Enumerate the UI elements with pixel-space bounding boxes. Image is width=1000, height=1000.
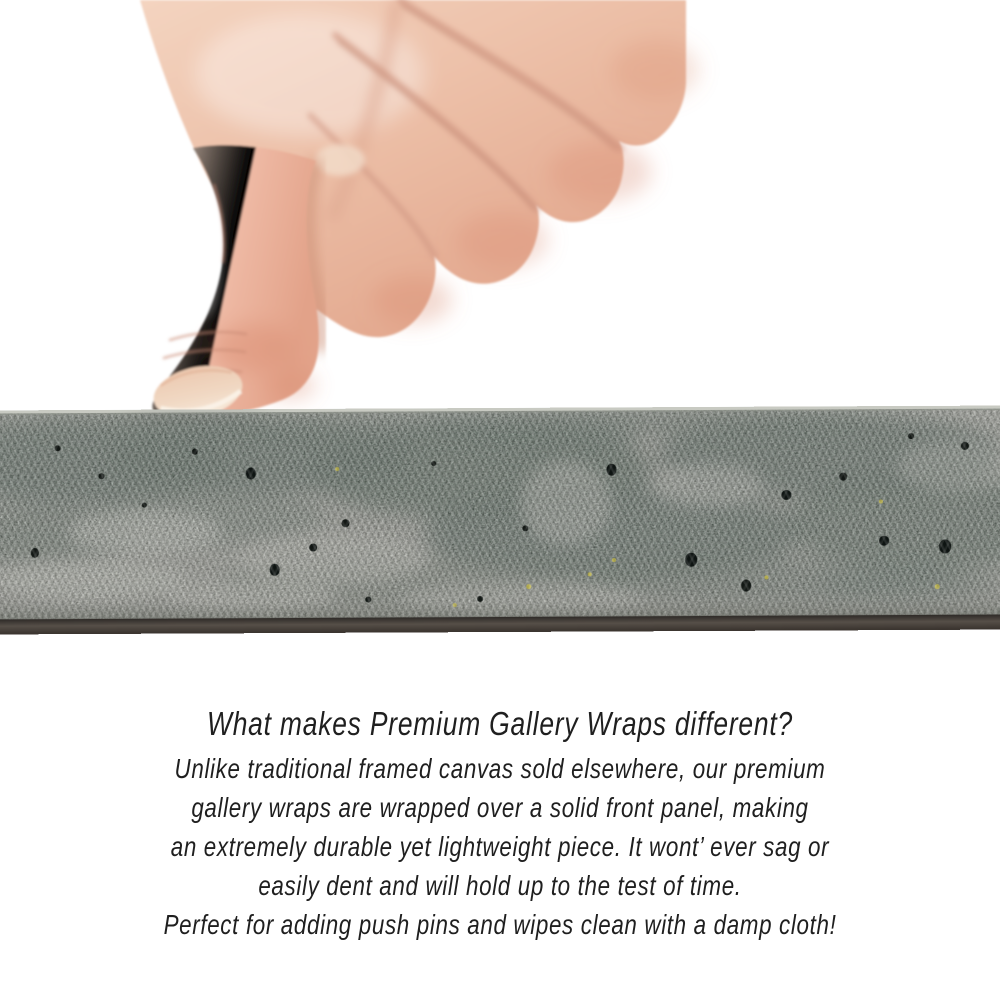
canvas-edge-cross-section (0, 406, 1000, 637)
body-line-1: Unlike traditional framed canvas sold elsewhere, our premium (174, 753, 826, 784)
body-line-3: an extremely durable yet lightweight piece. It wont’ ever sag or (170, 831, 830, 862)
canvas-texture (0, 406, 1000, 637)
body-line-2: gallery wraps are wrapped over a solid front panel, making (191, 792, 809, 823)
body-line-4: easily dent and will hold up to the test of time. (258, 870, 742, 901)
body-line-5: Perfect for adding push pins and wipes clean with a damp cloth! (163, 909, 837, 940)
hand-illustration (0, 0, 724, 418)
hand-pressing-canvas-photo (0, 0, 724, 418)
marketing-copy (0, 704, 1000, 944)
curled-fingernail (315, 144, 365, 176)
headline: What makes Premium Gallery Wraps different? (206, 705, 794, 742)
